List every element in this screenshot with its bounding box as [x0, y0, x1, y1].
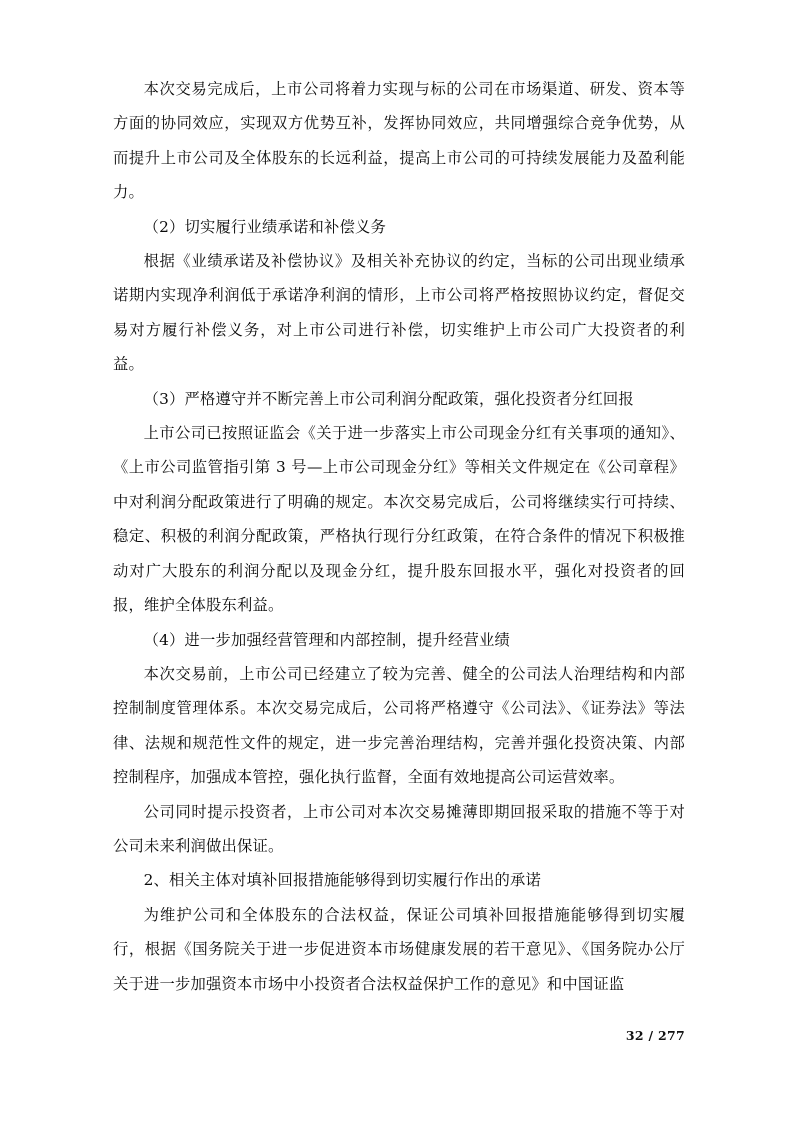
paragraph: （3）严格遵守并不断完善上市公司利润分配政策，强化投资者分红回报: [143, 389, 634, 408]
paragraph: 公司同时提示投资者，上市公司对本次交易摊薄即期回报采取的措施不等于对公司未来利润做出保证。: [113, 802, 685, 855]
paragraph: 根据《业绩承诺及补偿协议》及相关补充协议的约定，当标的公司出现业绩承诺期内实现净利润低于承诺净利润的情形，上市公司将严格按照协议约定，督促交易对方履行补偿义务，对上市公司进行补偿，切实维护上市公司广大投资者的利益。: [113, 252, 685, 374]
paragraph: 本次交易完成后，上市公司将着力实现与标的公司在市场渠道、研发、资本等方面的协同效应，实现双方优势互补，发挥协同效应，共同增强综合竞争优势，从而提升上市公司及全体股东的长远利益，提高上市公司的可持续发展能力及盈利能力。: [113, 80, 685, 202]
paragraph: 为维护公司和全体股东的合法权益，保证公司填补回报措施能够得到切实履行，根据《国务院关于进一步促进资本市场健康发展的若干意见》、《国务院办公厅关于进一步加强资本市场中小投资者合法权益保护工作的意见》和中国证监: [113, 905, 685, 993]
paragraph: （2）切实履行业绩承诺和补偿义务: [143, 217, 386, 236]
paragraph: （4）进一步加强经营管理和内部控制，提升经营业绩: [143, 630, 510, 649]
page-body-text: [113, 72, 685, 1001]
page-number: 32 / 277: [625, 1028, 685, 1043]
paragraph: 上市公司已按照证监会《关于进一步落实上市公司现金分红有关事项的通知》、《上市公司监管指引第 3 号—上市公司现金分红》等相关文件规定在《公司章程》中对利润分配政策进行了明确的规定。本次交易完成后，公司将继续实行可持续、稳定、积极的利润分配政策，严格执行现行分红政策，在符合条件的情况下积极推动对广大股东的利润分配以及现金分红，提升股东回报水平，强化对投资者的回报，维护全体股东利益。: [113, 424, 685, 615]
paragraph: 本次交易前，上市公司已经建立了较为完善、健全的公司法人治理结构和内部控制制度管理体系。本次交易完成后，公司将严格遵守《公司法》、《证券法》等法律、法规和规范性文件的规定，进一步完善治理结构，完善并强化投资决策、内部控制程序，加强成本管控，强化执行监督，全面有效地提高公司运营效率。: [113, 664, 685, 787]
paragraph: 2、相关主体对填补回报措施能够得到切实履行作出的承诺: [143, 871, 541, 890]
